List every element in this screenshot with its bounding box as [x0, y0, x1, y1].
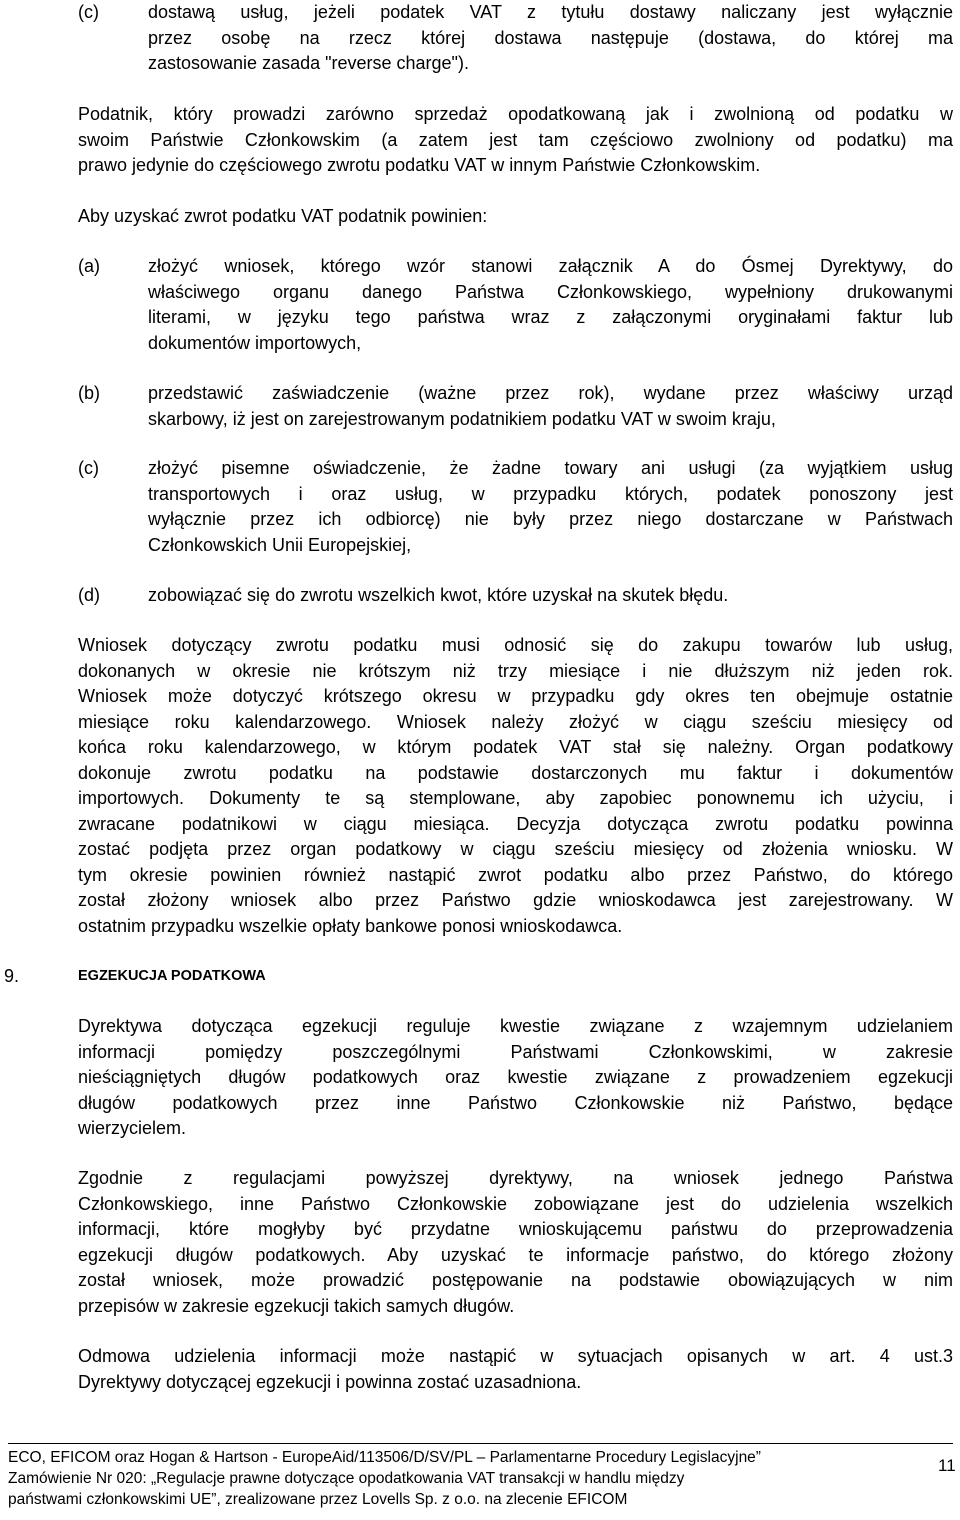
- paragraph-line: Odmowa udzielenia informacji może nastąpić w sytuacjach opisanych w art. 4 ust.3: [78, 1346, 953, 1366]
- list-item-text: dostawą usług, jeżeli podatek VAT z tytułu dostawy naliczany jest wyłącznie: [148, 2, 953, 22]
- footer-line: państwami członkowskimi UE”, zrealizowane przez Lovells Sp. z o.o. na zlecenie EFICOM: [8, 1491, 628, 1508]
- paragraph-line: Członkowskiego, inne Państwo Członkowskie zobowiązane jest do udzielenia wszelkich: [78, 1193, 953, 1214]
- paragraph-line: został wniosek, może prowadzić postępowanie na podstawie obowiązujących w nim: [78, 1270, 953, 1290]
- paragraph-line: nieściągniętych długów podatkowych oraz kwestie związane z prowadzeniem egzekucji: [78, 1067, 953, 1087]
- paragraph-line: zostać podjęta przez organ podatkowy w ciągu sześciu miesięcy od złożenia wniosku. W: [78, 839, 953, 859]
- paragraph-line: importowych. Dokumenty te są stemplowane, aby zapobiec ponownemu ich użyciu, i: [78, 788, 953, 808]
- paragraph-line: Podatnik, który prowadzi zarówno sprzedaż opodatkowaną jak i zwolnioną od podatku w: [78, 104, 953, 124]
- list-label: (d): [78, 585, 100, 605]
- paragraph-line: Dyrektywa dotycząca egzekucji reguluje kwestie związane z wzajemnym udzielaniem: [78, 1016, 953, 1036]
- page-number: 11: [938, 1456, 956, 1475]
- paragraph-line: ostatnim przypadku wszelkie opłaty bankowe ponosi wnioskodawca.: [78, 915, 623, 936]
- footer-divider: [8, 1443, 953, 1444]
- list-item-text: przez osobę na rzecz której dostawa następuje (dostawa, do której ma: [148, 27, 953, 48]
- paragraph-line: miesiące roku kalendarzowego. Wniosek należy złożyć w ciągu sześciu miesięcy od: [78, 711, 953, 732]
- list-item-text: przedstawić zaświadczenie (ważne przez rok), wydane przez właściwy urząd: [148, 383, 953, 403]
- list-item-text: zastosowanie zasada "reverse charge").: [148, 53, 469, 73]
- paragraph-line: zwracane podatnikowi w ciągu miesiąca. Decyzja dotycząca zwrotu podatku powinna: [78, 813, 953, 834]
- paragraph-line: Dyrektywy dotyczącej egzekucji i powinna zostać uzasadniona.: [78, 1371, 582, 1392]
- intro-text: Aby uzyskać zwrot podatku VAT podatnik powinien:: [78, 206, 488, 226]
- list-item-text: złożyć pisemne oświadczenie, że żadne towary ani usługi (za wyjątkiem usług: [148, 458, 953, 478]
- list-item-text: literami, w języku tego państwa wraz z załączonymi oryginałami faktur lub: [148, 307, 953, 327]
- paragraph-line: końca roku kalendarzowego, w którym podatek VAT stał się należny. Organ podatkowy: [78, 737, 953, 757]
- paragraph-line: Wniosek może dotyczyć krótszego okresu w przypadku gdy okres ten obejmuje ostatnie: [78, 686, 953, 706]
- list-label: (b): [78, 383, 100, 403]
- paragraph-line: informacji pomiędzy poszczególnymi Państwami Członkowskimi, w zakresie: [78, 1041, 953, 1062]
- paragraph-line: dokonanych w okresie nie krótszym niż trzy miesiące i nie dłuższym niż jeden rok.: [78, 660, 953, 681]
- paragraph-line: został złożony wniosek albo przez Państwo gdzie wnioskodawca jest zarejestrowany. W: [78, 890, 953, 910]
- list-label: (c): [78, 2, 99, 22]
- list-item-text: dokumentów importowych,: [148, 332, 362, 353]
- list-item-text: skarbowy, iż jest on zarejestrowanym podatnikiem podatku VAT w swoim kraju,: [148, 408, 776, 429]
- paragraph-line: przepisów w zakresie egzekucji takich samych długów.: [78, 1295, 515, 1316]
- paragraph-line: swoim Państwie Członkowskim (a zatem jest tam częściowo zwolniony od podatku) ma: [78, 129, 953, 150]
- list-label: (c): [78, 458, 99, 478]
- list-label: (a): [78, 256, 100, 276]
- paragraph-line: Wniosek dotyczący zwrotu podatku musi odnosić się do zakupu towarów lub usług,: [78, 635, 953, 655]
- list-item-text: wyłącznie przez ich odbiorcę) nie były przez niego dostarczane w Państwach: [148, 509, 953, 529]
- paragraph-line: długów podatkowych przez inne Państwo Członkowskie niż Państwo, będące: [78, 1092, 953, 1113]
- footer-line: ECO, EFICOM oraz Hogan & Hartson - EuropeAid/113506/D/SV/PL – Parlamentarne Procedury Legislacyjne”: [8, 1449, 761, 1466]
- footer-line: Zamówienie Nr 020: „Regulacje prawne dotyczące opodatkowania VAT transakcji w handlu między: [8, 1470, 685, 1487]
- section-number: 9.: [4, 966, 20, 986]
- paragraph-line: egzekucji długów podatkowych. Aby uzyskać te informacje państwo, do którego złożony: [78, 1244, 953, 1265]
- list-item-text: właściwego organu danego Państwa Członkowskiego, wypełniony drukowanymi: [148, 281, 953, 302]
- section-heading: EGZEKUCJA PODATKOWA: [78, 968, 266, 984]
- paragraph-line: wierzycielem.: [78, 1118, 187, 1138]
- list-item-text: złożyć wniosek, którego wzór stanowi załącznik A do Ósmej Dyrektywy, do: [148, 256, 953, 276]
- list-item-text: zobowiązać się do zwrotu wszelkich kwot, które uzyskał na skutek błędu.: [148, 585, 729, 605]
- paragraph-line: informacji, które mogłyby być przydatne wnioskującemu państwu do przeprowadzenia: [78, 1219, 953, 1239]
- paragraph-line: dokonuje zwrotu podatku na podstawie dostarczonych mu faktur i dokumentów: [78, 762, 953, 783]
- paragraph-line: Zgodnie z regulacjami powyższej dyrektywy, na wniosek jednego Państwa: [78, 1168, 953, 1188]
- list-item-text: transportowych i oraz usług, w przypadku których, podatek ponoszony jest: [148, 483, 953, 504]
- list-item-text: Członkowskich Unii Europejskiej,: [148, 534, 412, 555]
- paragraph-line: prawo jedynie do częściowego zwrotu podatku VAT w innym Państwie Członkowskim.: [78, 155, 761, 175]
- paragraph-line: tym okresie powinien również nastąpić zwrot podatku albo przez Państwo, do którego: [78, 864, 953, 885]
